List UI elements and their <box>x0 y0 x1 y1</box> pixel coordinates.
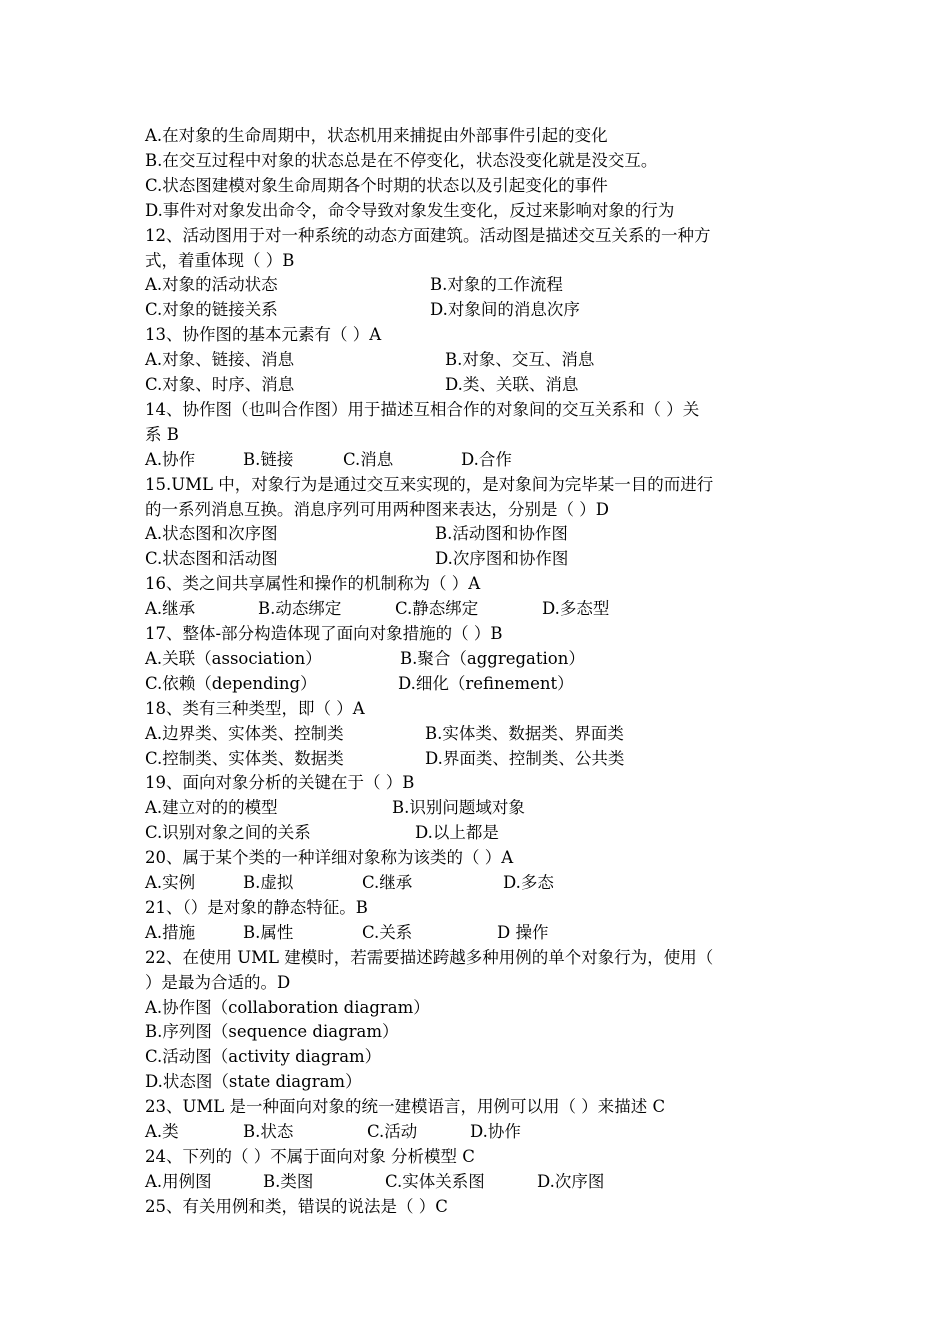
option-text: B.链接 <box>243 449 294 469</box>
option-text: D.对象间的消息次序 <box>430 300 580 320</box>
option-text: C.对象的链接关系 <box>145 300 278 320</box>
line-text: 14、协作图（也叫合作图）用于描述互相合作的对象间的交互关系和（ ）关 <box>145 399 700 419</box>
text-line <box>145 273 825 298</box>
option-text: D.多态型 <box>542 599 610 619</box>
line-text: 式，着重体现（ ）B <box>145 250 295 270</box>
text-line <box>145 796 825 821</box>
line-text: B.在交互过程中对象的状态总是在不停变化，状态没变化就是没交互。 <box>145 150 658 170</box>
line-text: 16、类之间共享属性和操作的机制称为（ ）A <box>145 574 481 594</box>
option-text: A.继承 <box>145 599 196 619</box>
option-text: A.状态图和次序图 <box>145 524 278 544</box>
option-text: C.依赖（depending） <box>145 673 317 693</box>
option-text: C.消息 <box>343 449 394 469</box>
line-text: 系 B <box>145 424 179 444</box>
text-line <box>145 448 825 473</box>
text-line <box>145 1120 825 1145</box>
option-text: B.识别问题域对象 <box>392 798 525 818</box>
option-text: D.合作 <box>461 449 512 469</box>
option-text: C.静态绑定 <box>395 599 479 619</box>
line-text: 19、面向对象分析的关键在于（ ）B <box>145 773 415 793</box>
option-text: C.活动 <box>367 1122 418 1141</box>
text-line <box>145 996 825 1021</box>
text-line <box>145 224 825 249</box>
text-line <box>145 124 825 149</box>
option-text: D.次序图 <box>537 1171 605 1191</box>
option-text: A.边界类、实体类、控制类 <box>145 723 344 743</box>
option-text: D.界面类、控制类、公共类 <box>425 748 625 768</box>
option-text: C.关系 <box>362 922 413 942</box>
option-text: B.状态 <box>243 1122 294 1141</box>
text-line <box>145 522 825 547</box>
text-line <box>145 946 825 971</box>
line-text: D.事件对对象发出命令，命令导致对象发生变化，反过来影响对象的行为 <box>145 200 675 220</box>
text-line <box>145 1045 825 1070</box>
option-text: A.建立对的的模型 <box>145 798 278 818</box>
text-line <box>145 1170 825 1195</box>
option-text: C.控制类、实体类、数据类 <box>145 748 344 768</box>
text-line <box>145 1095 825 1120</box>
text-line <box>145 672 825 697</box>
text-line <box>145 1070 825 1095</box>
option-text: A.对象的活动状态 <box>145 275 278 295</box>
option-text: D.协作 <box>470 1122 521 1141</box>
line-text: 13、协作图的基本元素有（ ）A <box>145 325 382 345</box>
option-text: B.对象的工作流程 <box>430 275 563 295</box>
option-text: B.聚合（aggregation） <box>400 648 585 668</box>
line-text: 12、活动图用于对一种系统的动态方面建筑。活动图是描述交互关系的一种方 <box>145 225 711 245</box>
line-text: 25、有关用例和类，错误的说法是（ ）C <box>145 1196 448 1216</box>
option-text: C.实体关系图 <box>385 1171 485 1191</box>
line-text: ）是最为合适的。D <box>145 972 291 992</box>
text-line <box>145 647 825 672</box>
option-text: D.类、关联、消息 <box>445 375 579 394</box>
option-text: A.措施 <box>145 922 196 942</box>
option-text: B.虚拟 <box>243 873 294 892</box>
line-text: 18、类有三种类型，即（ ）A <box>145 698 365 718</box>
option-text: A.类 <box>145 1122 179 1141</box>
line-text: A.在对象的生命周期中，状态机用来捕捉由外部事件引起的变化 <box>145 126 608 145</box>
line-text: C.活动图（activity diagram） <box>145 1047 382 1067</box>
text-line <box>145 199 825 224</box>
text-line <box>145 971 825 996</box>
line-text: C.状态图建模对象生命周期各个时期的状态以及引起变化的事件 <box>145 175 608 195</box>
text-line <box>145 747 825 772</box>
option-text: D.多态 <box>503 873 554 892</box>
text-line <box>145 323 825 348</box>
option-text: C.继承 <box>362 873 413 892</box>
line-text: 的一系列消息互换。消息序列可用两种图来表达，分别是（ ）D <box>145 499 609 519</box>
text-line <box>145 921 825 946</box>
option-text: C.识别对象之间的关系 <box>145 823 311 843</box>
text-line <box>145 498 825 523</box>
text-line <box>145 174 825 199</box>
option-text: C.状态图和活动图 <box>145 549 278 569</box>
line-text: 23、UML 是一种面向对象的统一建模语言，用例可以用（ ）来描述 C <box>145 1097 666 1117</box>
option-text: A.协作 <box>145 449 196 469</box>
text-line <box>145 149 825 174</box>
text-line <box>145 547 825 572</box>
option-text: B.类图 <box>263 1171 314 1191</box>
text-line <box>145 572 825 597</box>
text-line <box>145 846 825 871</box>
line-text: 17、整体-部分构造体现了面向对象措施的（ ）B <box>145 624 503 643</box>
line-text: D.状态图（state diagram） <box>145 1072 362 1092</box>
line-text: B.序列图（sequence diagram） <box>145 1022 399 1042</box>
option-text: B.活动图和协作图 <box>435 524 568 544</box>
text-line <box>145 871 825 896</box>
text-line <box>145 1195 825 1220</box>
text-line <box>145 771 825 796</box>
option-text: A.关联（association） <box>145 648 322 668</box>
option-text: D 操作 <box>497 922 549 942</box>
option-text: B.对象、交互、消息 <box>445 350 595 370</box>
option-text: D.次序图和协作图 <box>435 549 569 569</box>
option-text: B.动态绑定 <box>258 599 342 619</box>
text-line <box>145 348 825 373</box>
text-line <box>145 622 825 647</box>
text-line <box>145 423 825 448</box>
option-text: D.细化（refinement） <box>398 673 574 693</box>
text-line <box>145 722 825 747</box>
option-text: A.实例 <box>145 873 196 892</box>
line-text: 20、属于某个类的一种详细对象称为该类的（ ）A <box>145 848 514 868</box>
text-line <box>145 597 825 622</box>
option-text: A.用例图 <box>145 1171 212 1191</box>
text-line <box>145 473 825 498</box>
line-text: 21、（）是对象的静态特征。B <box>145 897 368 917</box>
text-line <box>145 697 825 722</box>
option-text: A.对象、链接、消息 <box>145 350 295 370</box>
text-line <box>145 298 825 323</box>
text-line <box>145 896 825 921</box>
text-line <box>145 821 825 846</box>
text-line <box>145 249 825 274</box>
line-text: A.协作图（collaboration diagram） <box>145 997 430 1017</box>
line-text: 22、在使用 UML 建模时，若需要描述跨越多种用例的单个对象行为，使用（ <box>145 947 714 967</box>
line-text: 24、下列的（ ）不属于面向对象 分析模型 C <box>145 1146 475 1166</box>
line-text: 15.UML 中，对象行为是通过交互来实现的，是对象间为完毕某一目的而进行 <box>145 474 714 494</box>
option-text: B.属性 <box>243 922 294 942</box>
option-text: C.对象、时序、消息 <box>145 375 295 394</box>
text-line <box>145 398 825 423</box>
text-line <box>145 1145 825 1170</box>
option-text: B.实体类、数据类、界面类 <box>425 723 624 743</box>
text-line <box>145 1020 825 1045</box>
option-text: D.以上都是 <box>415 823 499 843</box>
text-line <box>145 373 825 398</box>
